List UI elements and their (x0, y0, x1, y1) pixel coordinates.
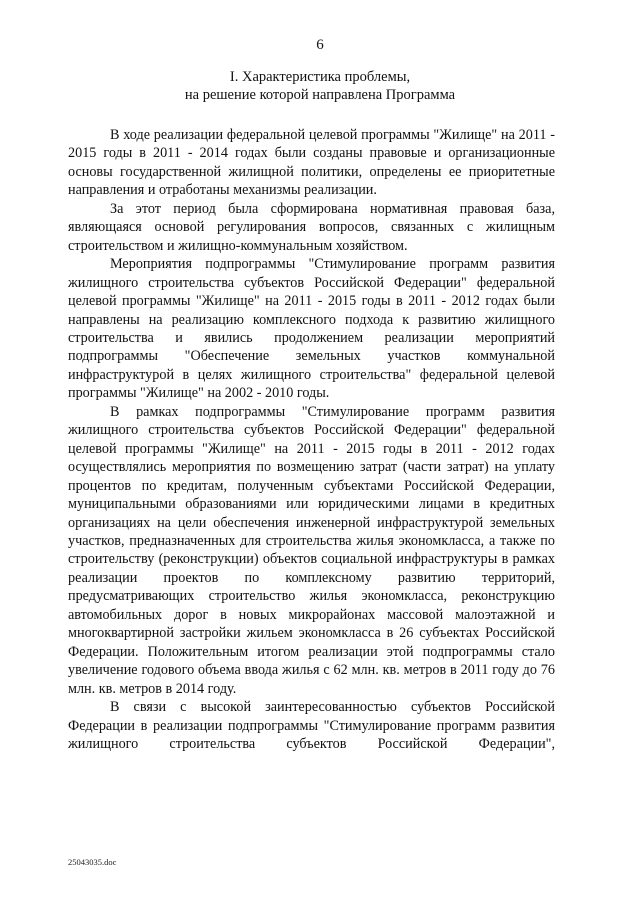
paragraph-4: В рамках подпрограммы "Стимулирование программ развития жилищного строительства субъектов Российской Федерации" федеральной целевой программы "Жилище" на 2011 - 2015 годы в 2011 - 2012 годах осуществлялись мероприятия по возмещению затрат (части затрат) на уплату процентов по кредитам, полученным субъектами Российской Федерации, муниципальными образованиями или юридическими лицами в кредитных организациях на цели обеспечения инженерной инфраструктурой земельных участков, предназначенных для строительства жилья экономкласса, а также по строительству (реконструкции) объектов социальной инфраструктуры в рамках реализации проектов по комплексному развитию территорий, предусматривающих строительство жилья экономкласса, реконструкцию автомобильных дорог в новых микрорайонах массовой малоэтажной и многоквартирной застройки жильем экономкласса в 26 субъектах Российской Федерации. Положительным итогом реализации этой подпрограммы стало увеличение годового объема ввода жилья с 62 млн. кв. метров в 2011 году до 76 млн. кв. метров в 2014 году. (68, 403, 555, 697)
paragraph-2: За этот период была сформирована нормативная правовая база, являющаяся основой регулирования вопросов, связанных с жилищным строительством и жилищно-коммунальным хозяйством. (68, 200, 555, 254)
paragraph-5: В связи с высокой заинтересованностью субъектов Российской Федерации в реализации подпрограммы "Стимулирование программ развития жилищного строительства субъектов Российской Федерации", (68, 699, 555, 752)
section-heading-line-2: на решение которой направлена Программа (184, 87, 456, 103)
document-file-code: 25043035.doc (68, 857, 117, 867)
page-number: 6 (316, 37, 324, 53)
section-heading (60, 68, 580, 104)
document-body (68, 126, 555, 753)
paragraph-1: В ходе реализации федеральной целевой программы "Жилище" на 2011 - 2015 годы в 2011 - 2014 годах были созданы правовые и организационные основы государственной жилищной политики, определены ее приоритетные направления и отработаны механизмы реализации. (68, 127, 555, 199)
section-heading-line-1: I. Характеристика проблемы, (229, 69, 411, 85)
paragraph-3: Мероприятия подпрограммы "Стимулирование программ развития жилищного строительства субъектов Российской Федерации" федеральной целевой программы "Жилище" на 2011 - 2015 годы в 2011 - 2012 годах были направлены на реализацию комплексного подхода к развитию жилищного строительства и явились продолжением реализации мероприятий подпрограммы "Обеспечение земельных участков коммунальной инфраструктурой в целях жилищного строительства" федеральной целевой программы "Жилище" на 2002 - 2010 годы. (68, 256, 555, 402)
